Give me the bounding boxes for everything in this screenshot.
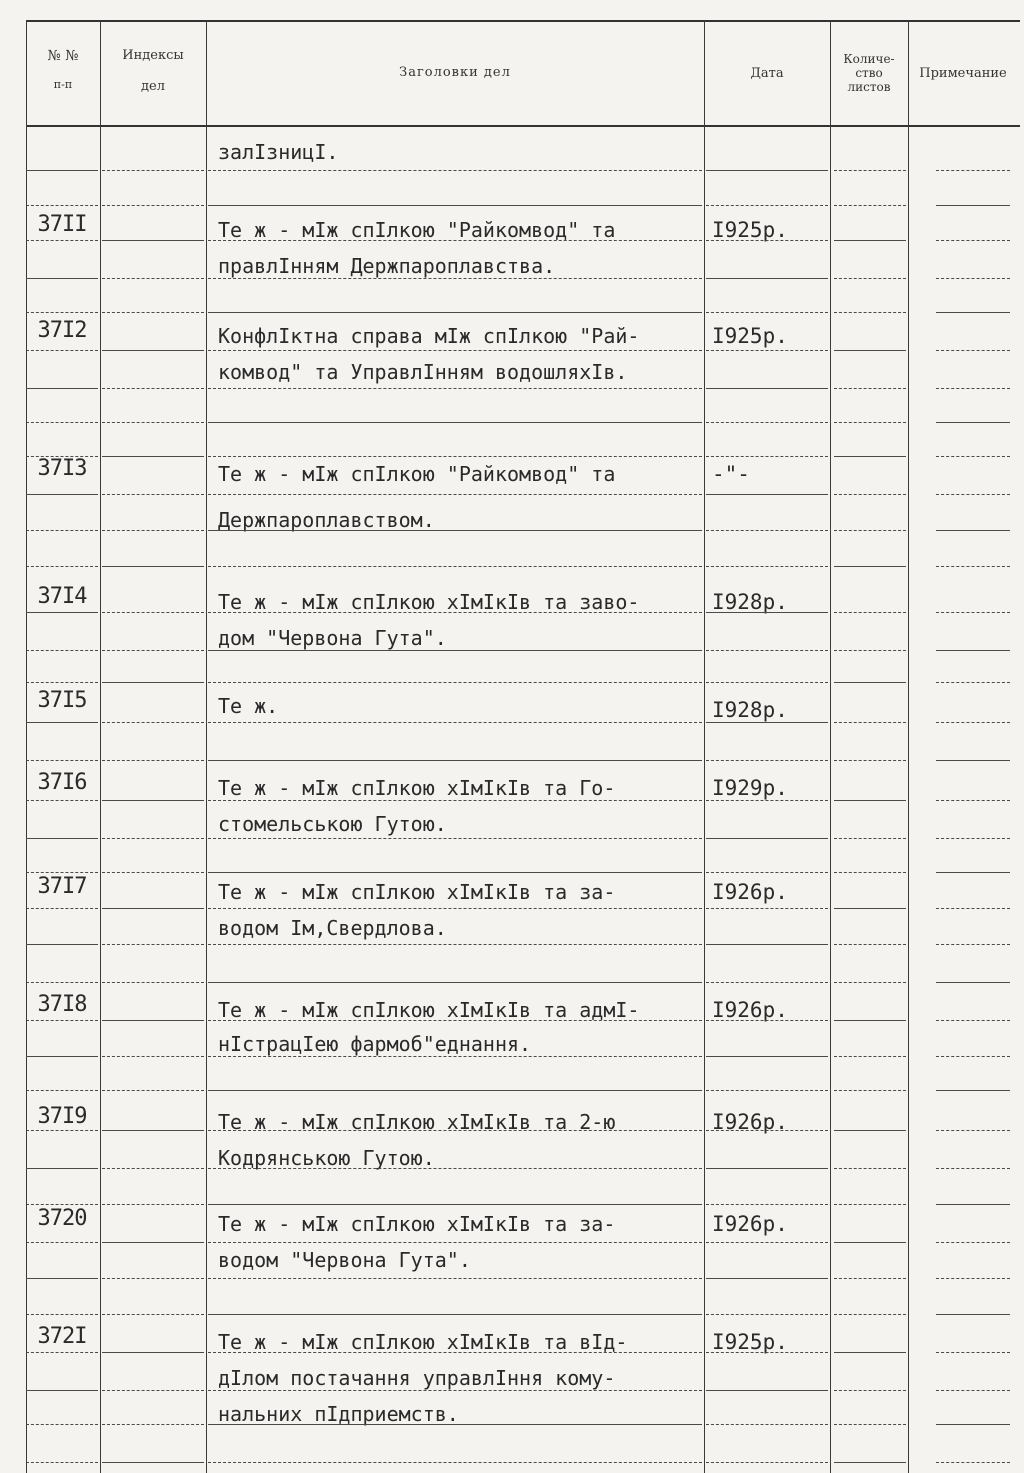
- ruling-line: [26, 312, 98, 313]
- ruling-line: [26, 170, 98, 171]
- ruling-line: [834, 1242, 906, 1243]
- ruling-line: [208, 1390, 702, 1391]
- ruling-line: [936, 1278, 1010, 1279]
- header-title: Заголовки дел: [399, 65, 511, 80]
- ruling-line: [706, 1056, 828, 1057]
- ruling-line: [936, 494, 1010, 495]
- ruling-line: [834, 872, 906, 873]
- ruling-line: [102, 982, 204, 983]
- row-title-line: нальних пIдприемств.: [218, 1402, 459, 1426]
- ruling-line: [834, 1424, 906, 1425]
- ruling-line: [936, 1462, 1010, 1463]
- row-title-line: дIлом постачання управлIння кому-: [218, 1366, 616, 1390]
- ruling-line: [936, 1314, 1010, 1315]
- ruling-line: [208, 566, 702, 567]
- ruling-line: [706, 838, 828, 839]
- ruling-line: [208, 530, 702, 531]
- ruling-line: [208, 1130, 702, 1131]
- header-date: Дата: [750, 66, 784, 81]
- ruling-line: [208, 800, 702, 801]
- ruling-line: [706, 1352, 828, 1353]
- ruling-line: [936, 872, 1010, 873]
- ruling-line: [208, 1278, 702, 1279]
- row-number: 37I9: [37, 1104, 87, 1129]
- column-rule: [908, 20, 909, 1473]
- ruling-line: [834, 278, 906, 279]
- ruling-line: [936, 205, 1010, 206]
- ruling-line: [834, 494, 906, 495]
- row-number: 37I2: [37, 318, 87, 343]
- ruling-line: [208, 456, 702, 457]
- row-title-line: Те ж.: [218, 694, 279, 718]
- ruling-line: [102, 760, 204, 761]
- ruling-line: [102, 170, 204, 171]
- ruling-line: [102, 838, 204, 839]
- ruling-line: [26, 650, 98, 651]
- ruling-line: [26, 278, 98, 279]
- ruling-line: [26, 1204, 98, 1205]
- ruling-line: [834, 1390, 906, 1391]
- ruling-line: [706, 566, 828, 567]
- ruling-line: [102, 1424, 204, 1425]
- header-index-line1: Индексы: [122, 48, 184, 63]
- ruling-line: [208, 278, 702, 279]
- ruling-line: [26, 1462, 98, 1463]
- header-index: [100, 48, 206, 94]
- ruling-line: [208, 1462, 702, 1463]
- ruling-line: [208, 612, 702, 613]
- row-date: I926р.: [712, 1110, 788, 1134]
- row-title-line: Те ж - мIж спIлкою хIмIкIв та за-: [218, 1212, 616, 1236]
- ruling-line: [834, 760, 906, 761]
- ruling-line: [834, 650, 906, 651]
- row-title-line: нIстрацIею фармоб"еднання.: [218, 1032, 532, 1056]
- ruling-line: [936, 1168, 1010, 1169]
- ruling-line: [208, 312, 702, 313]
- ruling-line: [208, 722, 702, 723]
- ruling-line: [706, 170, 828, 171]
- ruling-line: [102, 240, 204, 241]
- row-number: 37I7: [37, 874, 87, 899]
- ruling-line: [102, 1204, 204, 1205]
- row-number: 37I3: [37, 456, 87, 481]
- ruling-line: [26, 1390, 98, 1391]
- ruling-line: [936, 1090, 1010, 1091]
- ruling-line: [26, 240, 98, 241]
- ruling-line: [208, 1242, 702, 1243]
- ruling-line: [102, 944, 204, 945]
- ruling-line: [834, 240, 906, 241]
- row-title-line: Те ж - мIж спIлкою "Райкомвод" та: [218, 462, 616, 486]
- ruling-line: [102, 722, 204, 723]
- ruling-line: [26, 1020, 98, 1021]
- ruling-line: [834, 944, 906, 945]
- ruling-line: [936, 566, 1010, 567]
- ruling-line: [26, 1130, 98, 1131]
- ruling-line: [102, 872, 204, 873]
- row-date: I926р.: [712, 1212, 788, 1236]
- ruling-line: [706, 1242, 828, 1243]
- ruling-line: [936, 350, 1010, 351]
- ruling-line: [208, 170, 702, 171]
- ruling-line: [706, 944, 828, 945]
- ruling-line: [706, 1390, 828, 1391]
- ruling-line: [102, 1352, 204, 1353]
- ruling-line: [208, 494, 702, 495]
- ruling-line: [102, 1462, 204, 1463]
- ruling-line: [834, 1056, 906, 1057]
- ruling-line: [834, 170, 906, 171]
- ruling-line: [102, 350, 204, 351]
- ruling-line: [706, 240, 828, 241]
- ruling-line: [102, 1020, 204, 1021]
- ruling-line: [936, 456, 1010, 457]
- column-rule: [100, 20, 101, 1473]
- ruling-line: [936, 612, 1010, 613]
- ruling-line: [936, 1204, 1010, 1205]
- row-title-line: водом Iм,Свердлова.: [218, 916, 447, 940]
- ruling-line: [102, 800, 204, 801]
- ruling-line: [26, 422, 98, 423]
- header-num-line1: № №: [47, 48, 79, 64]
- ruling-line: [706, 982, 828, 983]
- row-date: I925р.: [712, 324, 788, 348]
- ruling-line: [834, 1352, 906, 1353]
- ruling-line: [26, 494, 98, 495]
- ruling-line: [26, 760, 98, 761]
- ruling-line: [706, 350, 828, 351]
- row-title-line: водом "Червона Гута".: [218, 1248, 471, 1272]
- ruling-line: [706, 1130, 828, 1131]
- ruling-line: [834, 388, 906, 389]
- ruling-line: [936, 838, 1010, 839]
- ruling-line: [706, 612, 828, 613]
- ruling-line: [26, 612, 98, 613]
- ruling-line: [936, 650, 1010, 651]
- ruling-line: [706, 312, 828, 313]
- ruling-line: [834, 1204, 906, 1205]
- ruling-line: [26, 456, 98, 457]
- ruling-line: [834, 566, 906, 567]
- ruling-line: [102, 205, 204, 206]
- ruling-line: [936, 760, 1010, 761]
- ruling-line: [706, 760, 828, 761]
- ruling-line: [208, 1352, 702, 1353]
- ruling-line: [208, 205, 702, 206]
- column-rule: [704, 20, 705, 1473]
- ruling-line: [706, 456, 828, 457]
- ruling-line: [936, 1130, 1010, 1131]
- header-count: [830, 52, 908, 94]
- ruling-line: [834, 722, 906, 723]
- ruling-line: [102, 566, 204, 567]
- ruling-line: [26, 682, 98, 683]
- ruling-line: [26, 1278, 98, 1279]
- ruling-line: [936, 800, 1010, 801]
- ruling-line: [834, 530, 906, 531]
- ruling-line: [208, 760, 702, 761]
- ruling-line: [102, 1168, 204, 1169]
- ruling-line: [102, 278, 204, 279]
- row-title-line: Те ж - мIж спIлкою хIмIкIв та 2-ю: [218, 1110, 616, 1134]
- ruling-line: [208, 872, 702, 873]
- row-date: -"-: [712, 462, 750, 486]
- ruling-line: [936, 1020, 1010, 1021]
- row-title-line: залIзницI.: [218, 140, 339, 164]
- ruling-line: [208, 388, 702, 389]
- ruling-line: [26, 944, 98, 945]
- row-title-line: Те ж - мIж спIлкою хIмIкIв та заво-: [218, 590, 640, 614]
- ruling-line: [102, 388, 204, 389]
- ruling-line: [936, 422, 1010, 423]
- row-date: I926р.: [712, 998, 788, 1022]
- ruling-line: [26, 1168, 98, 1169]
- ruling-line: [208, 1424, 702, 1425]
- header-count-line1: Количе-: [843, 52, 895, 66]
- ruling-line: [936, 1242, 1010, 1243]
- ruling-line: [102, 494, 204, 495]
- row-title-line: Те ж - мIж спIлкою хIмIкIв та за-: [218, 880, 616, 904]
- row-title-line: комвод" та УправлIнням водошляхIв.: [218, 360, 628, 384]
- ruling-line: [936, 278, 1010, 279]
- ruling-line: [706, 1424, 828, 1425]
- row-title-line: Те ж - мIж спIлкою хIмIкIв та вIд-: [218, 1330, 628, 1354]
- ruling-line: [834, 1462, 906, 1463]
- ruling-line: [834, 982, 906, 983]
- row-number: 37I6: [37, 770, 87, 795]
- row-date: I926р.: [712, 880, 788, 904]
- ruling-line: [834, 456, 906, 457]
- row-title-line: Те ж - мIж спIлкою "Райкомвод" та: [218, 218, 616, 242]
- row-title-line: правлIнням Держпароплавства.: [218, 254, 556, 278]
- ruling-line: [26, 1242, 98, 1243]
- ruling-line: [26, 982, 98, 983]
- ruling-line: [834, 1168, 906, 1169]
- ruling-line: [208, 350, 702, 351]
- ruling-line: [26, 530, 98, 531]
- ruling-line: [102, 682, 204, 683]
- ruling-line: [706, 388, 828, 389]
- row-date: I925р.: [712, 218, 788, 242]
- ruling-line: [208, 422, 702, 423]
- ruling-line: [834, 350, 906, 351]
- ruling-line: [706, 530, 828, 531]
- ruling-line: [102, 1278, 204, 1279]
- ruling-line: [936, 388, 1010, 389]
- header-num: [26, 48, 100, 91]
- ruling-line: [26, 872, 98, 873]
- top-rule: [26, 20, 1020, 22]
- header-notes: Примечание: [919, 66, 1007, 81]
- ruling-line: [706, 800, 828, 801]
- ruling-line: [706, 872, 828, 873]
- ruling-line: [936, 722, 1010, 723]
- ruling-line: [834, 682, 906, 683]
- ruling-line: [834, 422, 906, 423]
- ruling-line: [834, 838, 906, 839]
- ruling-line: [936, 170, 1010, 171]
- ruling-line: [26, 1314, 98, 1315]
- ruling-line: [834, 612, 906, 613]
- ruling-line: [26, 908, 98, 909]
- ruling-line: [936, 1424, 1010, 1425]
- column-rule: [830, 20, 831, 1473]
- ruling-line: [706, 1462, 828, 1463]
- row-date: I928р.: [712, 698, 788, 722]
- header-bottom-rule: [26, 125, 1020, 127]
- row-title-line: Держпароплавством.: [218, 508, 435, 532]
- ruling-line: [208, 982, 702, 983]
- ruling-line: [208, 1168, 702, 1169]
- ruling-line: [208, 240, 702, 241]
- row-title-line: Те ж - мIж спIлкою хIмIкIв та Го-: [218, 776, 616, 800]
- ruling-line: [706, 650, 828, 651]
- ruling-line: [706, 1314, 828, 1315]
- ruling-line: [834, 1130, 906, 1131]
- ruling-line: [936, 682, 1010, 683]
- ruling-line: [706, 682, 828, 683]
- ruling-line: [26, 205, 98, 206]
- ruling-line: [936, 312, 1010, 313]
- ruling-line: [26, 1424, 98, 1425]
- ruling-line: [936, 908, 1010, 909]
- ruling-line: [208, 1056, 702, 1057]
- ruling-line: [706, 1090, 828, 1091]
- row-title-line: дом "Червона Гута".: [218, 626, 447, 650]
- ruling-line: [26, 1056, 98, 1057]
- row-number: 37I4: [37, 584, 87, 609]
- ruling-line: [834, 908, 906, 909]
- row-date: I929р.: [712, 776, 788, 800]
- ruling-line: [102, 650, 204, 651]
- ruling-line: [706, 1204, 828, 1205]
- header-count-line3: листов: [847, 80, 891, 94]
- ruling-line: [834, 205, 906, 206]
- ruling-line: [102, 530, 204, 531]
- ruling-line: [834, 1090, 906, 1091]
- ruling-line: [706, 1020, 828, 1021]
- ruling-line: [208, 1090, 702, 1091]
- ruling-line: [26, 388, 98, 389]
- ruling-line: [706, 494, 828, 495]
- ruling-line: [834, 800, 906, 801]
- header-count-line2: ство: [855, 66, 883, 80]
- row-number: 37I5: [37, 688, 87, 713]
- ruling-line: [936, 944, 1010, 945]
- ruling-line: [936, 1352, 1010, 1353]
- ruling-line: [102, 312, 204, 313]
- row-title-line: стомельською Гутою.: [218, 812, 447, 836]
- row-number: 37II: [37, 212, 87, 237]
- ruling-line: [936, 1390, 1010, 1391]
- ruling-line: [208, 650, 702, 651]
- ruling-line: [208, 838, 702, 839]
- ruling-line: [102, 1314, 204, 1315]
- ruling-line: [102, 908, 204, 909]
- ruling-line: [706, 1168, 828, 1169]
- row-number: 372I: [37, 1324, 87, 1349]
- ruling-line: [102, 1090, 204, 1091]
- ruling-line: [936, 982, 1010, 983]
- row-number: 37I8: [37, 992, 87, 1017]
- ruling-line: [102, 612, 204, 613]
- ruling-line: [706, 908, 828, 909]
- ruling-line: [834, 1020, 906, 1021]
- column-rule: [206, 20, 207, 1473]
- ruling-line: [936, 240, 1010, 241]
- ruling-line: [706, 422, 828, 423]
- ruling-line: [26, 566, 98, 567]
- ruling-line: [102, 1390, 204, 1391]
- ruling-line: [936, 1056, 1010, 1057]
- ruling-line: [706, 205, 828, 206]
- ruling-line: [26, 350, 98, 351]
- ruling-line: [208, 682, 702, 683]
- ruling-line: [706, 722, 828, 723]
- ruling-line: [26, 800, 98, 801]
- ruling-line: [102, 1130, 204, 1131]
- ruling-line: [102, 422, 204, 423]
- ruling-line: [102, 1056, 204, 1057]
- ruling-line: [26, 722, 98, 723]
- row-title-line: Те ж - мIж спIлкою хIмIкIв та адмI-: [218, 998, 640, 1022]
- ruling-line: [706, 1278, 828, 1279]
- ruling-line: [26, 1352, 98, 1353]
- ruling-line: [208, 944, 702, 945]
- ruling-line: [208, 908, 702, 909]
- ruling-line: [834, 1278, 906, 1279]
- ruling-line: [102, 1242, 204, 1243]
- row-date: I928р.: [712, 590, 788, 614]
- row-title-line: КонфлIктна справа мIж спIлкою "Рай-: [218, 324, 640, 348]
- row-date: I925р.: [712, 1330, 788, 1354]
- ruling-line: [834, 312, 906, 313]
- ruling-line: [26, 1090, 98, 1091]
- ruling-line: [208, 1204, 702, 1205]
- ruling-line: [208, 1020, 702, 1021]
- row-number: 3720: [37, 1206, 87, 1231]
- ruling-line: [834, 1314, 906, 1315]
- row-title-line: Кодрянською Гутою.: [218, 1146, 435, 1170]
- ruling-line: [102, 456, 204, 457]
- ruling-line: [208, 1314, 702, 1315]
- header-num-line2: п-п: [53, 78, 73, 91]
- ruling-line: [936, 530, 1010, 531]
- column-rule: [26, 20, 27, 1473]
- ruling-line: [26, 838, 98, 839]
- ruling-line: [706, 278, 828, 279]
- header-index-line2: дел: [141, 79, 165, 94]
